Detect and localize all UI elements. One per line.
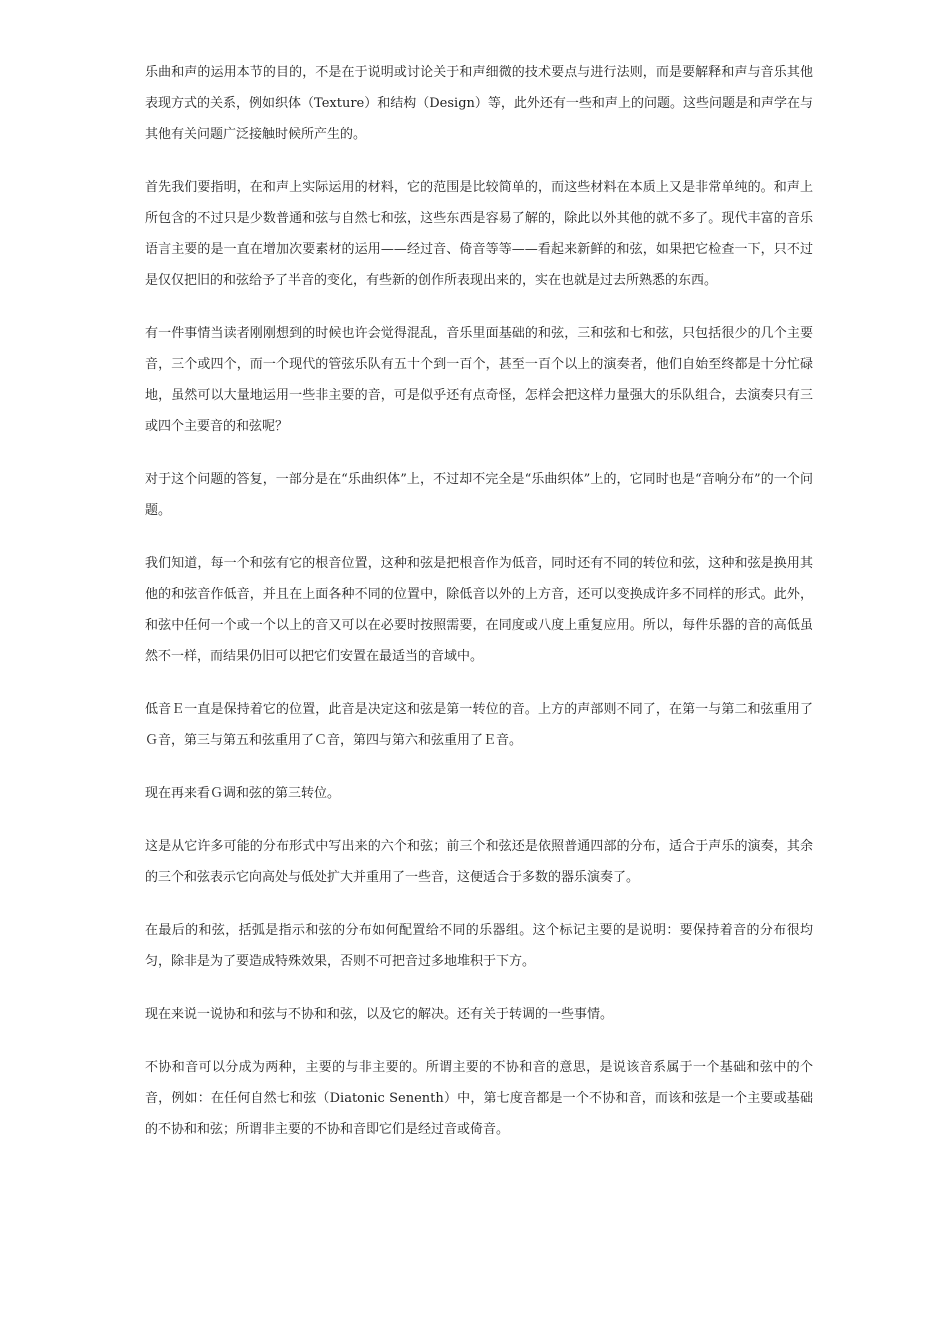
paragraph-consonance: 现在来说一说协和和弦与不协和和弦，以及它的解决。还有关于转调的一些事情。 [145,1007,614,1022]
paragraph-intro: 乐曲和声的运用本节的目的，不是在于说明或讨论关于和声细微的技术要点与进行法则，而是要解释和声与音乐其他表现方式的关系，例如织体（Texture）和结构（Design）等，此外还有一些和声上的问题。这些问题是和声学在与其他有关问题广泛接触时候所产生的。 [145,65,813,142]
paragraph-materials: 首先我们要指明，在和声上实际运用的材料，它的范围是比较简单的，而这些材料在本质上又是非常单纯的。和声上所包含的不过只是少数普通和弦与自然七和弦，这些东西是容易了解的，除此以外其他的就不多了。现代丰富的音乐语言主要的是一直在增加次要素材的运用——经过音、倚音等等——看起来新鲜的和弦，如果把它检查一下，只不过是仅仅把旧的和弦给予了半音的变化，有些新的创作所表现出来的，实在也就是过去所熟悉的东西。 [145,180,813,288]
paragraph-chord-positions: 我们知道，每一个和弦有它的根音位置，这种和弦是把根音作为低音，同时还有不同的转位和弦，这种和弦是换用其他的和弦音作低音，并且在上面各种不同的位置中，除低音以外的上方音，还可以变换成许多不同样的形式。此外，和弦中任何一个或一个以上的音又可以在必要时按照需要，在同度或八度上重复应用。所以，每件乐器的音的高低虽然不一样，而结果仍旧可以把它们安置在最适当的音域中。 [145,556,813,664]
paragraph-brackets: 在最后的和弦，括弧是指示和弦的分布如何配置给不同的乐器组。这个标记主要的是说明：要保持着音的分布很均匀，除非是为了要造成特殊效果，否则不可把音过多地堆积于下方。 [145,923,813,969]
paragraph-bass-e: 低音Ｅ一直是保持着它的位置，此音是决定这和弦是第一转位的音。上方的声部则不同了，在第一与第二和弦重用了Ｇ音，第三与第五和弦重用了Ｃ音，第四与第六和弦重用了Ｅ音。 [145,702,813,748]
paragraph-orchestra-question: 有一件事情当读者刚刚想到的时候也许会觉得混乱，音乐里面基础的和弦，三和弦和七和弦，只包括很少的几个主要音，三个或四个，而一个现代的管弦乐队有五十个到一百个，甚至一百个以上的演奏者，他们自始至终都是十分忙碌地，虽然可以大量地运用一些非主要的音，可是似乎还有点奇怪，怎样会把这样力量强大的乐队组合，去演奏只有三或四个主要音的和弦呢？ [145,326,813,434]
document-body [145,57,813,1167]
paragraph-six-chords: 这是从它许多可能的分布形式中写出来的六个和弦；前三个和弦还是依照普通四部的分布，适合于声乐的演奏，其余的三个和弦表示它向高处与低处扩大并重用了一些音，这便适合于多数的器乐演奏了。 [145,839,813,885]
paragraph-answer: 对于这个问题的答复，一部分是在“乐曲织体”上，不过却不完全是“乐曲织体”上的，它同时也是“音响分布”的一个问题。 [145,472,813,518]
paragraph-dissonance: 不协和音可以分成为两种，主要的与非主要的。所谓主要的不协和音的意思，是说该音系属于一个基础和弦中的个音，例如：在任何自然七和弦（Diatonic Senenth）中，第七度音都是一个不协和音，而该和弦是一个主要或基础的不协和和弦；所谓非主要的不协和音即它们是经过音或倚音。 [145,1060,813,1137]
paragraph-g-third-inversion: 现在再来看Ｇ调和弦的第三转位。 [145,786,341,801]
